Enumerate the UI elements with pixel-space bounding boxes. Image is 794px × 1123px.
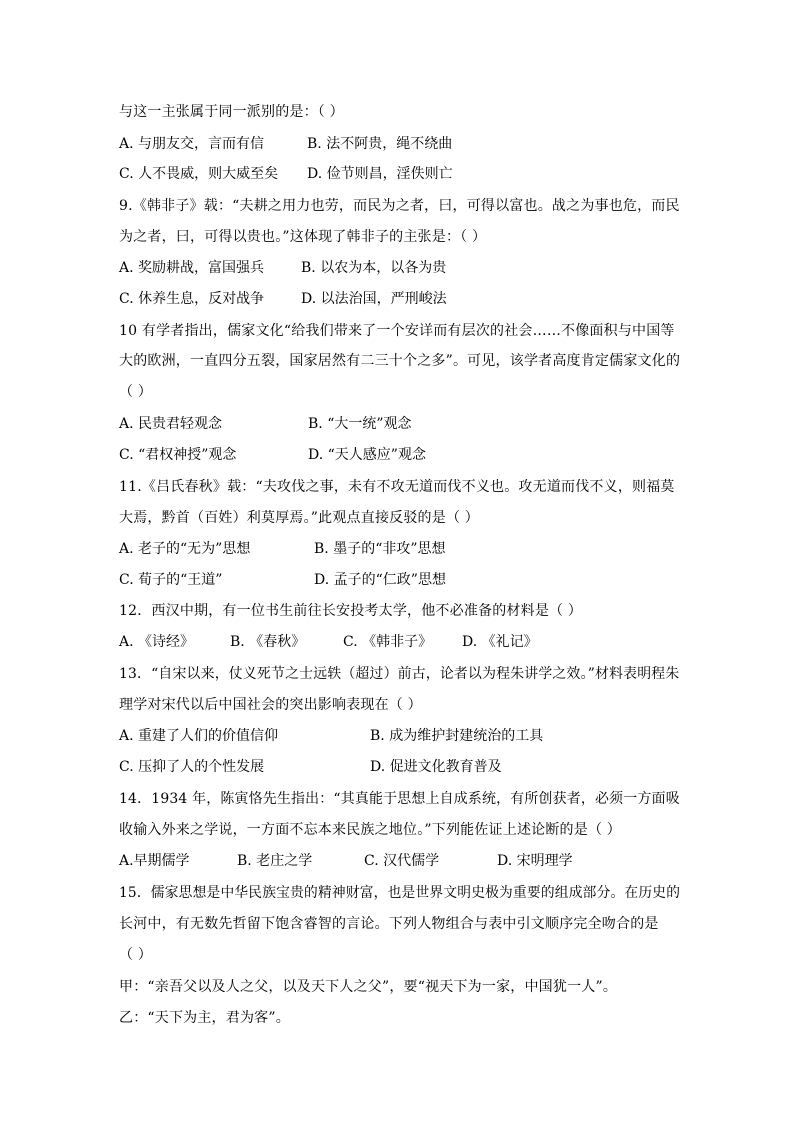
q13-option-d: D. 促进文化教育普及	[370, 759, 502, 775]
question-13-line-1: 13．“自宋以来，仗义死节之士远轶（超过）前古，论者以为程朱讲学之效。”材料表明程朱	[119, 666, 680, 682]
question-8-stem-end: 与这一主张属于同一派别的是：（ ）	[119, 104, 344, 120]
question-10-line-2: 大的欧洲，一直四分五裂，国家居然有二三十个之多”。可见，该学者高度肯定儒家文化的	[119, 353, 681, 369]
question-10-line-1: 10 有学者指出，儒家文化“给我们带来了一个安详而有层次的社会……不像面积与中国等	[119, 323, 675, 339]
q14-option-a: A.早期儒学	[119, 853, 190, 869]
q11-option-c: C. 荀子的“王道”	[119, 572, 223, 588]
question-11-line-1: 11.《吕氏春秋》载：“夫攻伐之事，未有不攻无道而伐不义也。攻无道而伐不义，则福莫	[119, 479, 675, 495]
q9-option-d: D. 以法治国，严刑峻法	[301, 291, 447, 307]
question-15-line-1: 15．儒家思想是中华民族宝贵的精神财富，也是世界文明史极为重要的组成部分。在历史的	[119, 885, 681, 901]
q14-option-b: B. 老庄之学	[237, 853, 313, 869]
question-13-line-2: 理学对宋代以后中国社会的突出影响表现在（ ）	[119, 697, 422, 713]
question-14-line-1: 14．1934 年，陈寅恪先生指出：“其真能于思想上自成系统，有所创获者，必须一方面吸	[119, 791, 680, 807]
question-12-stem: 12．西汉中期，有一位书生前往长安投考太学，他不必准备的材料是（ ）	[119, 603, 583, 619]
q11-option-d: D. 孟子的“仁政”思想	[314, 572, 446, 588]
question-15-quote-jia: 甲：“亲吾父以及人之父，以及天下人之父”，要“视天下为一家，中国犹一人”。	[119, 979, 618, 995]
question-14-line-2: 收输入外来之学说，一方面不忘本来民族之地位。”下列能佐证上述论断的是（ ）	[119, 822, 622, 838]
q12-option-d: D. 《礼记》	[462, 634, 538, 650]
question-9-line-1: 9.《韩非子》载：“夫耕之用力也劳，而民为之者，曰，可得以富也。战之为事也危，而民	[119, 198, 680, 214]
q10-option-d: D. “天人感应”观念	[308, 447, 426, 463]
q13-option-a: A. 重建了人们的价值信仰	[119, 728, 279, 744]
q8-option-c: C. 人不畏威，则大威至矣	[119, 166, 279, 182]
q12-option-b: B. 《春秋》	[230, 634, 306, 650]
q12-option-a: A. 《诗经》	[119, 634, 195, 650]
q9-option-a: A. 奖励耕战，富国强兵	[119, 260, 265, 276]
q12-option-c: C. 《韩非子》	[343, 634, 433, 650]
q11-option-b: B. 墨子的“非攻”思想	[314, 541, 446, 557]
question-15-quote-yi: 乙：“天下为主，君为客”。	[119, 1010, 290, 1026]
q13-option-c: C. 压抑了人的个性发展	[119, 759, 265, 775]
q9-option-c: C. 休养生息，反对战争	[119, 291, 265, 307]
question-11-line-2: 大焉，黔首（百姓）利莫厚焉。”此观点直接反驳的是（ ）	[119, 510, 480, 526]
q14-option-c: C. 汉代儒学	[364, 853, 440, 869]
q8-option-d: D. 俭节则昌，淫佚则亡	[307, 166, 453, 182]
q8-option-a: A. 与朋友交，言而有信	[119, 136, 265, 152]
q10-option-c: C. “君权神授”观念	[119, 447, 237, 463]
q13-option-b: B. 成为维护封建统治的工具	[370, 728, 544, 744]
q11-option-a: A. 老子的“无为”思想	[119, 541, 251, 557]
question-15-line-3: （ ）	[119, 947, 153, 963]
q10-option-b: B. “大一统”观念	[308, 416, 412, 432]
q8-option-b: B. 法不阿贵，绳不绕曲	[307, 136, 453, 152]
question-10-line-3: （ ）	[119, 384, 153, 400]
question-15-line-2: 长河中，有无数先哲留下饱含睿智的言论。下列人物组合与表中引文顺序完全吻合的是	[119, 916, 659, 932]
q14-option-d: D. 宋明理学	[497, 853, 573, 869]
q9-option-b: B. 以农为本，以各为贵	[301, 260, 447, 276]
q10-option-a: A. 民贵君轻观念	[119, 416, 223, 432]
question-9-line-2: 为之者，曰，可得以贵也。”这体现了韩非子的主张是：（ ）	[119, 229, 487, 245]
